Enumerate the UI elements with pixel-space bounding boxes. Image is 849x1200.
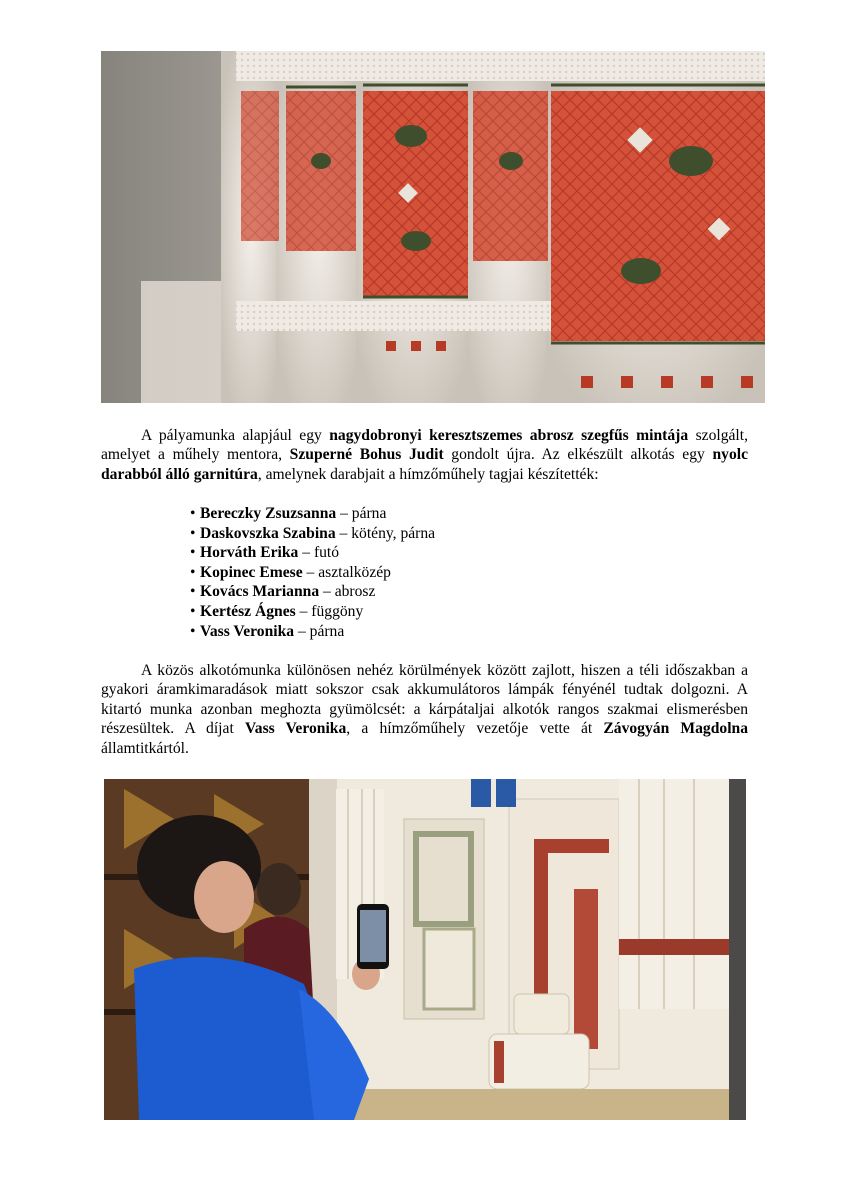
secretary-name: Závogyán Magdolna <box>603 720 749 738</box>
list-item <box>190 524 435 544</box>
bullet: • <box>190 622 196 640</box>
list-item <box>190 602 435 622</box>
member-item: – párna <box>336 505 387 522</box>
bullet: • <box>190 524 196 542</box>
exhibition-photo <box>104 779 746 1120</box>
member-item: – futó <box>298 544 340 562</box>
story-text-2: , a hímzőműhely vezetője vette át <box>346 720 604 738</box>
member-item: – asztalközép <box>302 563 391 581</box>
member-item: – függöny <box>295 602 364 620</box>
bullet: • <box>190 544 196 562</box>
list-item <box>190 622 435 642</box>
member-item: – abrosz <box>319 583 376 601</box>
bullet: • <box>190 583 196 601</box>
set-description: nyolc darabból álló garnitúra <box>101 446 748 483</box>
leader-name: Vass Veronika <box>244 720 347 738</box>
member-name: Bereczky Zsuzsanna <box>200 505 337 522</box>
story-text-1: A közös alkotómunka különösen nehéz körülmények között zajlott, hiszen a téli időszakban a gyakori áramkimaradások miatt sokszor csak akkumulátoros lámpák fényénél tudtak dolgozni. A kitartó munka azonban meghozta gyümölcsét: a kárpátaljai alkotók rangos szakmai elismerésben részesültek. A díjat <box>101 662 748 738</box>
member-name: Kopinec Emese <box>200 563 303 581</box>
intro-text-1: A pályamunka alapjául egy <box>141 427 330 444</box>
member-name: Daskovszka Szabina <box>200 524 336 542</box>
bullet: • <box>190 505 196 522</box>
story-text-3: államtitkártól. <box>101 739 189 757</box>
intro-text-3: gondolt újra. Az elkészült alkotás egy <box>443 446 713 464</box>
list-item <box>190 563 435 583</box>
member-name: Vass Veronika <box>200 622 295 640</box>
list-item <box>190 582 435 602</box>
member-list <box>190 504 435 641</box>
story-paragraph <box>101 661 748 758</box>
member-name: Horváth Erika <box>200 544 299 562</box>
mentor-name: Szuperné Bohus Judit <box>289 446 444 464</box>
intro-text-2: szolgált, amelyet a műhely mentora, <box>101 427 748 464</box>
intro-paragraph <box>101 426 748 484</box>
pattern-name: nagydobronyi keresztszemes abrosz szegfűs mintája <box>329 427 689 444</box>
bullet: • <box>190 563 196 581</box>
bullet: • <box>190 602 196 620</box>
intro-text-4: , amelynek darabjait a hímzőműhely tagjai készítették: <box>257 465 599 483</box>
member-item: – párna <box>294 622 345 640</box>
member-name: Kovács Marianna <box>200 583 320 601</box>
list-item <box>190 504 435 524</box>
embroidered-curtain-photo <box>101 51 765 403</box>
member-item: – kötény, párna <box>335 524 436 542</box>
list-item <box>190 543 435 563</box>
member-name: Kertész Ágnes <box>200 602 296 620</box>
